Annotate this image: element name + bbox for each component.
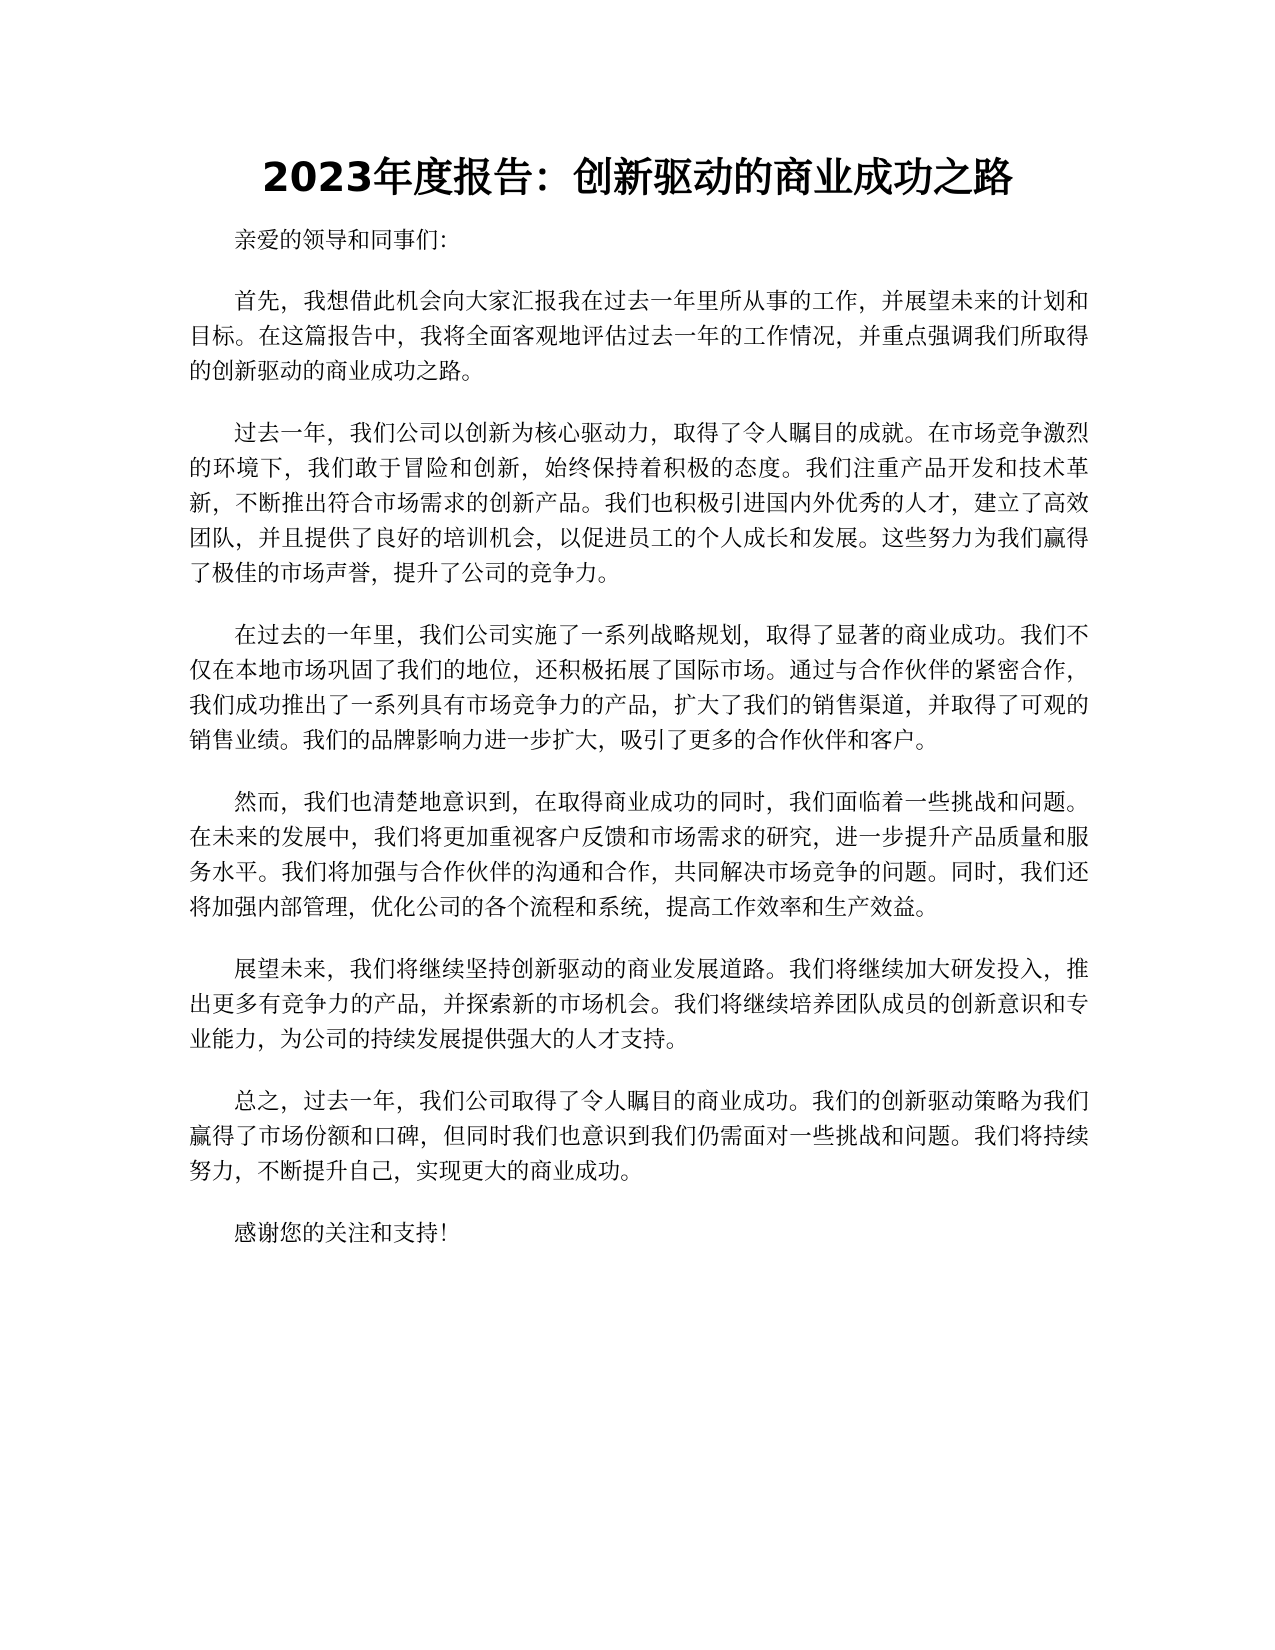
paragraph-outlook: 展望未来，我们将继续坚持创新驱动的商业发展道路。我们将继续加大研发投入，推出更多有竞争力的产品，并探索新的市场机会。我们将继续培养团队成员的创新意识和专业能力，为公司的持续发展提供强大的人才支持。 bbox=[189, 957, 1089, 1053]
paragraph-summary: 总之，过去一年，我们公司取得了令人瞩目的商业成功。我们的创新驱动策略为我们赢得了市场份额和口碑，但同时我们也意识到我们仍需面对一些挑战和问题。我们将持续努力，不断提升自己，实现更大的商业成功。 bbox=[189, 1089, 1089, 1185]
paragraph-intro: 首先，我想借此机会向大家汇报我在过去一年里所从事的工作，并展望未来的计划和目标。在这篇报告中，我将全面客观地评估过去一年的工作情况，并重点强调我们所取得的创新驱动的商业成功之路。 bbox=[189, 289, 1089, 385]
document-body bbox=[189, 216, 1089, 1279]
closing-line: 感谢您的关注和支持！ bbox=[234, 1221, 462, 1247]
greeting-line: 亲爱的领导和同事们： bbox=[234, 228, 462, 254]
paragraph-challenges: 然而，我们也清楚地意识到，在取得商业成功的同时，我们面临着一些挑战和问题。在未来的发展中，我们将更加重视客户反馈和市场需求的研究，进一步提升产品质量和服务水平。我们将加强与合作伙伴的沟通和合作，共同解决市场竞争的问题。同时，我们还将加强内部管理，优化公司的各个流程和系统，提高工作效率和生产效益。 bbox=[189, 790, 1089, 921]
document-title: 2023年度报告：创新驱动的商业成功之路 bbox=[261, 155, 1014, 201]
paragraph-strategy: 在过去的一年里，我们公司实施了一系列战略规划，取得了显著的商业成功。我们不仅在本地市场巩固了我们的地位，还积极拓展了国际市场。通过与合作伙伴的紧密合作，我们成功推出了一系列具有市场竞争力的产品，扩大了我们的销售渠道，并取得了可观的销售业绩。我们的品牌影响力进一步扩大，吸引了更多的合作伙伴和客户。 bbox=[189, 623, 1089, 754]
paragraph-achievements: 过去一年，我们公司以创新为核心驱动力，取得了令人瞩目的成就。在市场竞争激烈的环境下，我们敢于冒险和创新，始终保持着积极的态度。我们注重产品开发和技术革新，不断推出符合市场需求的创新产品。我们也积极引进国内外优秀的人才，建立了高效团队，并且提供了良好的培训机会，以促进员工的个人成长和发展。这些努力为我们赢得了极佳的市场声誉，提升了公司的竞争力。 bbox=[189, 421, 1089, 587]
